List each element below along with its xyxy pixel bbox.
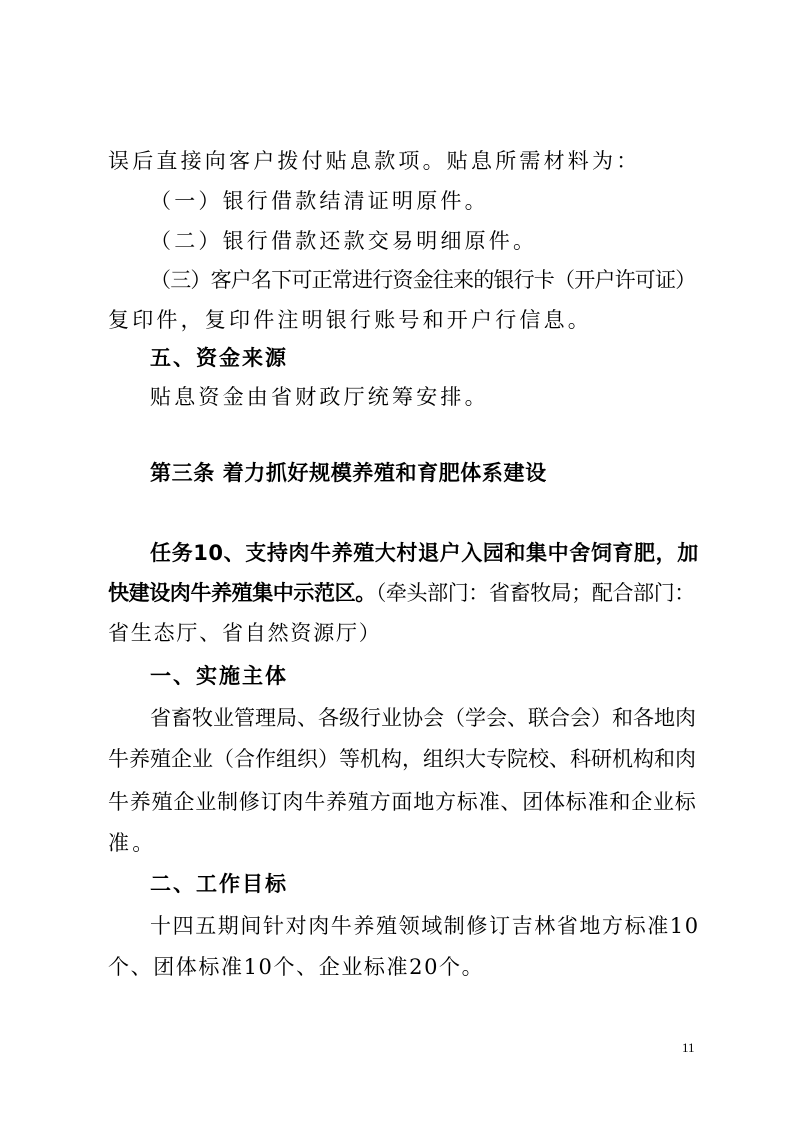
paragraph-line: 省畜牧业管理局、各级行业协会（学会、联合会）和各地肉 bbox=[150, 706, 696, 730]
list-item-material-1: （一）银行借款结清证明原件。 bbox=[150, 189, 489, 213]
list-item-material-2: （二）银行借款还款交易明细原件。 bbox=[150, 229, 538, 253]
paragraph-line: 复印件，复印件注明银行账号和开户行信息。 bbox=[108, 308, 592, 332]
section-heading: 二、工作目标 bbox=[150, 872, 288, 896]
task-title: 任务10、支持肉牛养殖大村退户入园和集中舍饲育肥，加 bbox=[150, 541, 699, 565]
article-heading: 第三条 着力抓好规模养殖和育肥体系建设 bbox=[150, 461, 547, 485]
page-number: 11 bbox=[682, 1040, 695, 1055]
paragraph-line: 准。 bbox=[108, 831, 157, 855]
paragraph-line: 牛养殖企业制修订肉牛养殖方面地方标准、团体标准和企业标 bbox=[108, 790, 697, 814]
paragraph-line: 个、团体标准10个、企业标准20个。 bbox=[108, 955, 485, 979]
list-item-material-3: （三）客户名下可正常进行资金往来的银行卡（开户许可证） bbox=[150, 268, 696, 292]
task-title-continued bbox=[108, 578, 695, 608]
section-heading: 一、实施主体 bbox=[150, 664, 288, 688]
paragraph-line: 牛养殖企业（合作组织）等机构，组织大专院校、科研机构和肉 bbox=[108, 747, 696, 771]
department-note-continued: 省生态厅、省自然资源厅） bbox=[108, 621, 382, 645]
paragraph-line: 贴息资金由省财政厅统筹安排。 bbox=[150, 385, 489, 409]
paragraph-line: 误后直接向客户拨付贴息款项。贴息所需材料为： bbox=[108, 149, 641, 173]
task-title-end: 快建设肉牛养殖集中示范区。 bbox=[108, 581, 376, 605]
department-note: （牵头部门：省畜牧局；配合部门： bbox=[375, 581, 695, 605]
paragraph-line: 十四五期间针对肉牛养殖领域制修订吉林省地方标准10 bbox=[150, 914, 700, 938]
section-heading: 五、资金来源 bbox=[150, 346, 288, 370]
